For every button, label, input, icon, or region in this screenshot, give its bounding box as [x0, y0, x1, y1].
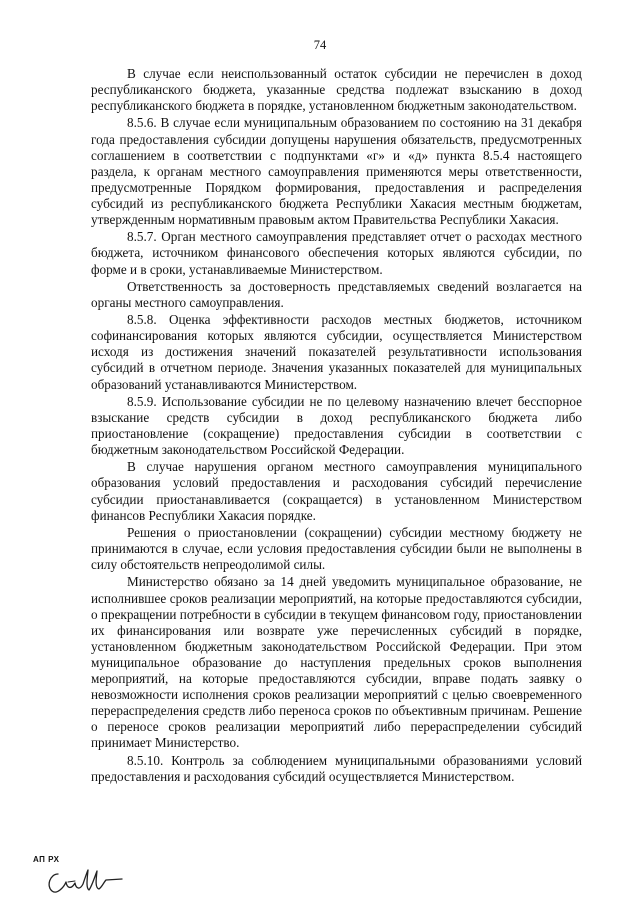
paragraph: В случае нарушения органом местного самоуправления муниципального образования условий предоставления и расходования субсидий перечисление субсидии приостанавливается (сокращается) в установленном Министерством финансов Республики Хакасия порядке.	[91, 459, 582, 523]
paragraph: 8.5.8. Оценка эффективности расходов местных бюджетов, источником софинансирования которых являются субсидии, осуществляется Министерством исходя из достижения значений показателей результативности использования субсидий в отчетном периоде. Значения указанных показателей для муниципальных образований устанавливаются Министерством.	[91, 312, 582, 392]
paragraph: 8.5.7. Орган местного самоуправления представляет отчет о расходах местного бюджета, источником финансового обеспечения которых являются субсидии, по форме и в сроки, устанавливаемые Министерством.	[91, 229, 582, 277]
paragraph: В случае если неиспользованный остаток субсидии не перечислен в доход республиканского бюджета, указанные средства подлежат взысканию в доход республиканского бюджета в порядке, установленном бюджетным законодательством.	[91, 66, 582, 114]
paragraph: 8.5.6. В случае если муниципальным образованием по состоянию на 31 декабря года предоставления субсидии допущены нарушения обязательств, предусмотренных соглашением в соответствии с подпунктами «г» и «д» пункта 8.5.4 настоящего раздела, к органам местного самоуправления применяются меры ответственности, предусмотренные Порядком формирования, предоставления и распределения субсидий из республиканского бюджета Республики Хакасия местным бюджетам, утвержденным нормативным правовым актом Правительства Республики Хакасия.	[91, 115, 582, 228]
paragraph: Ответственность за достоверность представляемых сведений возлагается на органы местного самоуправления.	[91, 278, 582, 310]
paragraph: 8.5.9. Использование субсидии не по целевому назначению влечет бесспорное взыскание средств субсидии в доход республиканского бюджета либо приостановление (сокращение) предоставления субсидии в соответствии с бюджетным законодательством Российской Федерации.	[91, 393, 582, 458]
handwritten-signature-icon	[44, 860, 128, 900]
page-number: 74	[313, 38, 327, 52]
paragraph: 8.5.10. Контроль за соблюдением муниципальными образованиями условий предоставления и расходования субсидий осуществляется Министерством.	[91, 752, 582, 784]
paragraph: Решения о приостановлении (сокращении) субсидии местному бюджету не принимаются в случае, если условия предоставления субсидии были не выполнены в силу обстоятельств непреодолимой силы.	[91, 524, 582, 573]
paragraph: Министерство обязано за 14 дней уведомить муниципальное образование, не исполнившее сроков реализации мероприятий, на которые предоставляются субсидии, о прекращении потребности в субсидии в текущем финансовом году, приостановлении их финансирования или возврате уже перечисленных субсидий в порядке, установленном бюджетным законодательством Российской Федерации. При этом муниципальное образование до наступления предельных сроков выполнения мероприятий, на которые предоставляются субсидии, вправе подать заявку о невозможности исполнения сроков реализации мероприятий с целью своевременного перераспределения средств либо переноса сроков по объективным причинам. Решение о переносе сроков реализации мероприятий либо перераспределении субсидий принимает Министерство.	[91, 574, 582, 751]
stamp-label: АП РХ	[33, 855, 60, 864]
document-body	[91, 66, 582, 786]
